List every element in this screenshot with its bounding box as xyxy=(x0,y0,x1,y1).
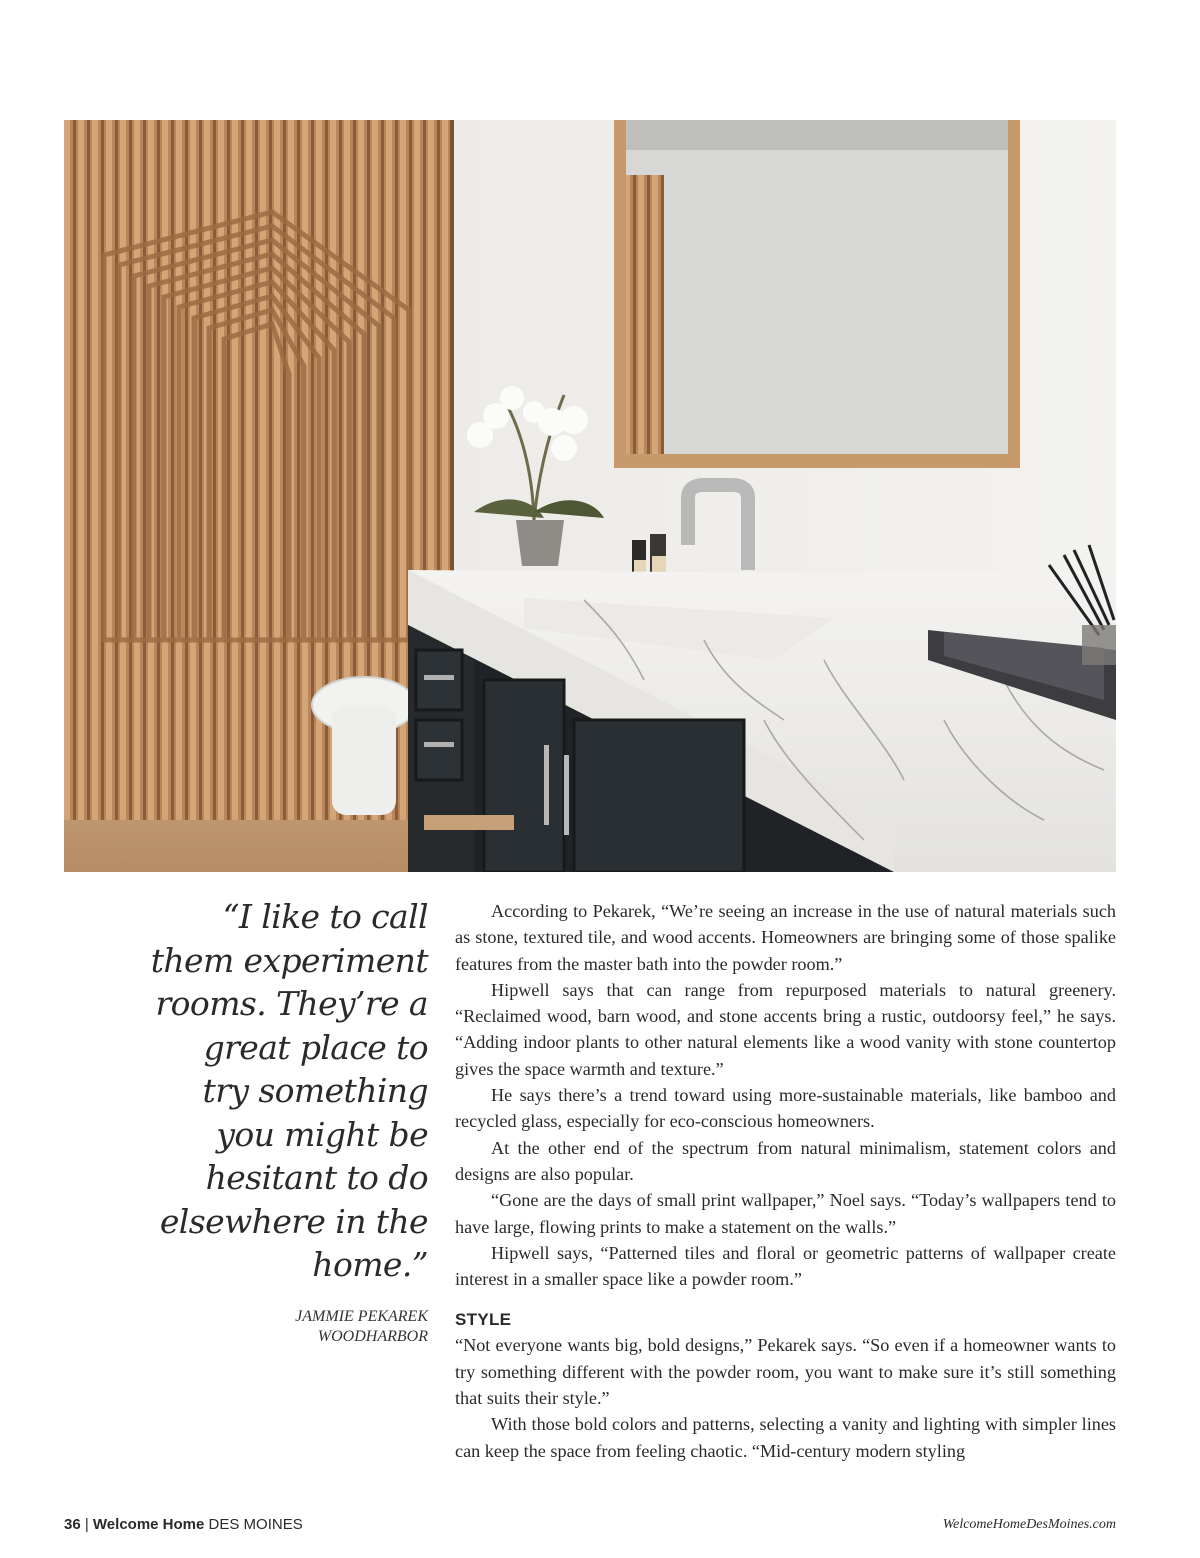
article-paragraph: Hipwell says that can range from repurposed materials to natural greenery. “Reclaimed wood, barn wood, and stone accents bring a rustic, outdoorsy feel,” he says. “Adding indoor plants to other natural elements like a wood vanity with stone countertop gives the space warmth and texture.” xyxy=(455,979,1116,1079)
article-paragraph: “Gone are the days of small print wallpaper,” Noel says. “Today’s wallpapers tend to have large, flowing prints to make a statement on the walls.” xyxy=(455,1190,1116,1237)
article-paragraph: According to Pekarek, “We’re seeing an increase in the use of natural materials such as stone, textured tile, and wood accents. Homeowners are bringing some of those spalike features from the master bath into the powder room.” xyxy=(455,901,1116,974)
website-link[interactable]: WelcomeHomeDesMoines.com xyxy=(942,1517,1116,1532)
section-heading: STYLE xyxy=(455,1310,512,1330)
pull-quote-attribution xyxy=(150,1307,428,1347)
attribution-name: JAMMIE PEKAREK xyxy=(295,1307,428,1325)
page-number: 36 xyxy=(64,1516,81,1533)
article-paragraph: With those bold colors and patterns, selecting a vanity and lighting with simpler lines can keep the space from feeling chaotic. “Mid-century modern styling xyxy=(455,1414,1116,1461)
magazine-name: Welcome Home xyxy=(92,1516,205,1533)
article-paragraph: Hipwell says, “Patterned tiles and floral or geometric patterns of wallpaper create interest in a smaller space like a powder room.” xyxy=(455,1242,1116,1290)
pull-quote-text: “I like to call them experiment rooms. They’re a great place to try something you might be hesitant to do elsewhere in the home.” xyxy=(150,897,428,1284)
article-paragraph: He says there’s a trend toward using more-sustainable materials, like bamboo and recycled glass, especially for eco-conscious homeowners. xyxy=(455,1085,1116,1132)
page-footer xyxy=(64,1516,303,1533)
article-body xyxy=(455,898,1116,1464)
article-paragraph: At the other end of the spectrum from natural minimalism, statement colors and designs are also popular. xyxy=(455,1137,1116,1184)
attribution-company: WOODHARBOR xyxy=(317,1327,428,1345)
bathroom-photo xyxy=(64,120,1116,872)
article-paragraph: “Not everyone wants big, bold designs,” Pekarek says. “So even if a homeowner wants to try something different with the powder room, you want to make sure it’s still something that suits their style.” xyxy=(455,1335,1116,1409)
pull-quote xyxy=(150,895,428,1347)
footer-separator: | xyxy=(80,1516,93,1533)
magazine-city: DES MOINES xyxy=(204,1516,303,1533)
